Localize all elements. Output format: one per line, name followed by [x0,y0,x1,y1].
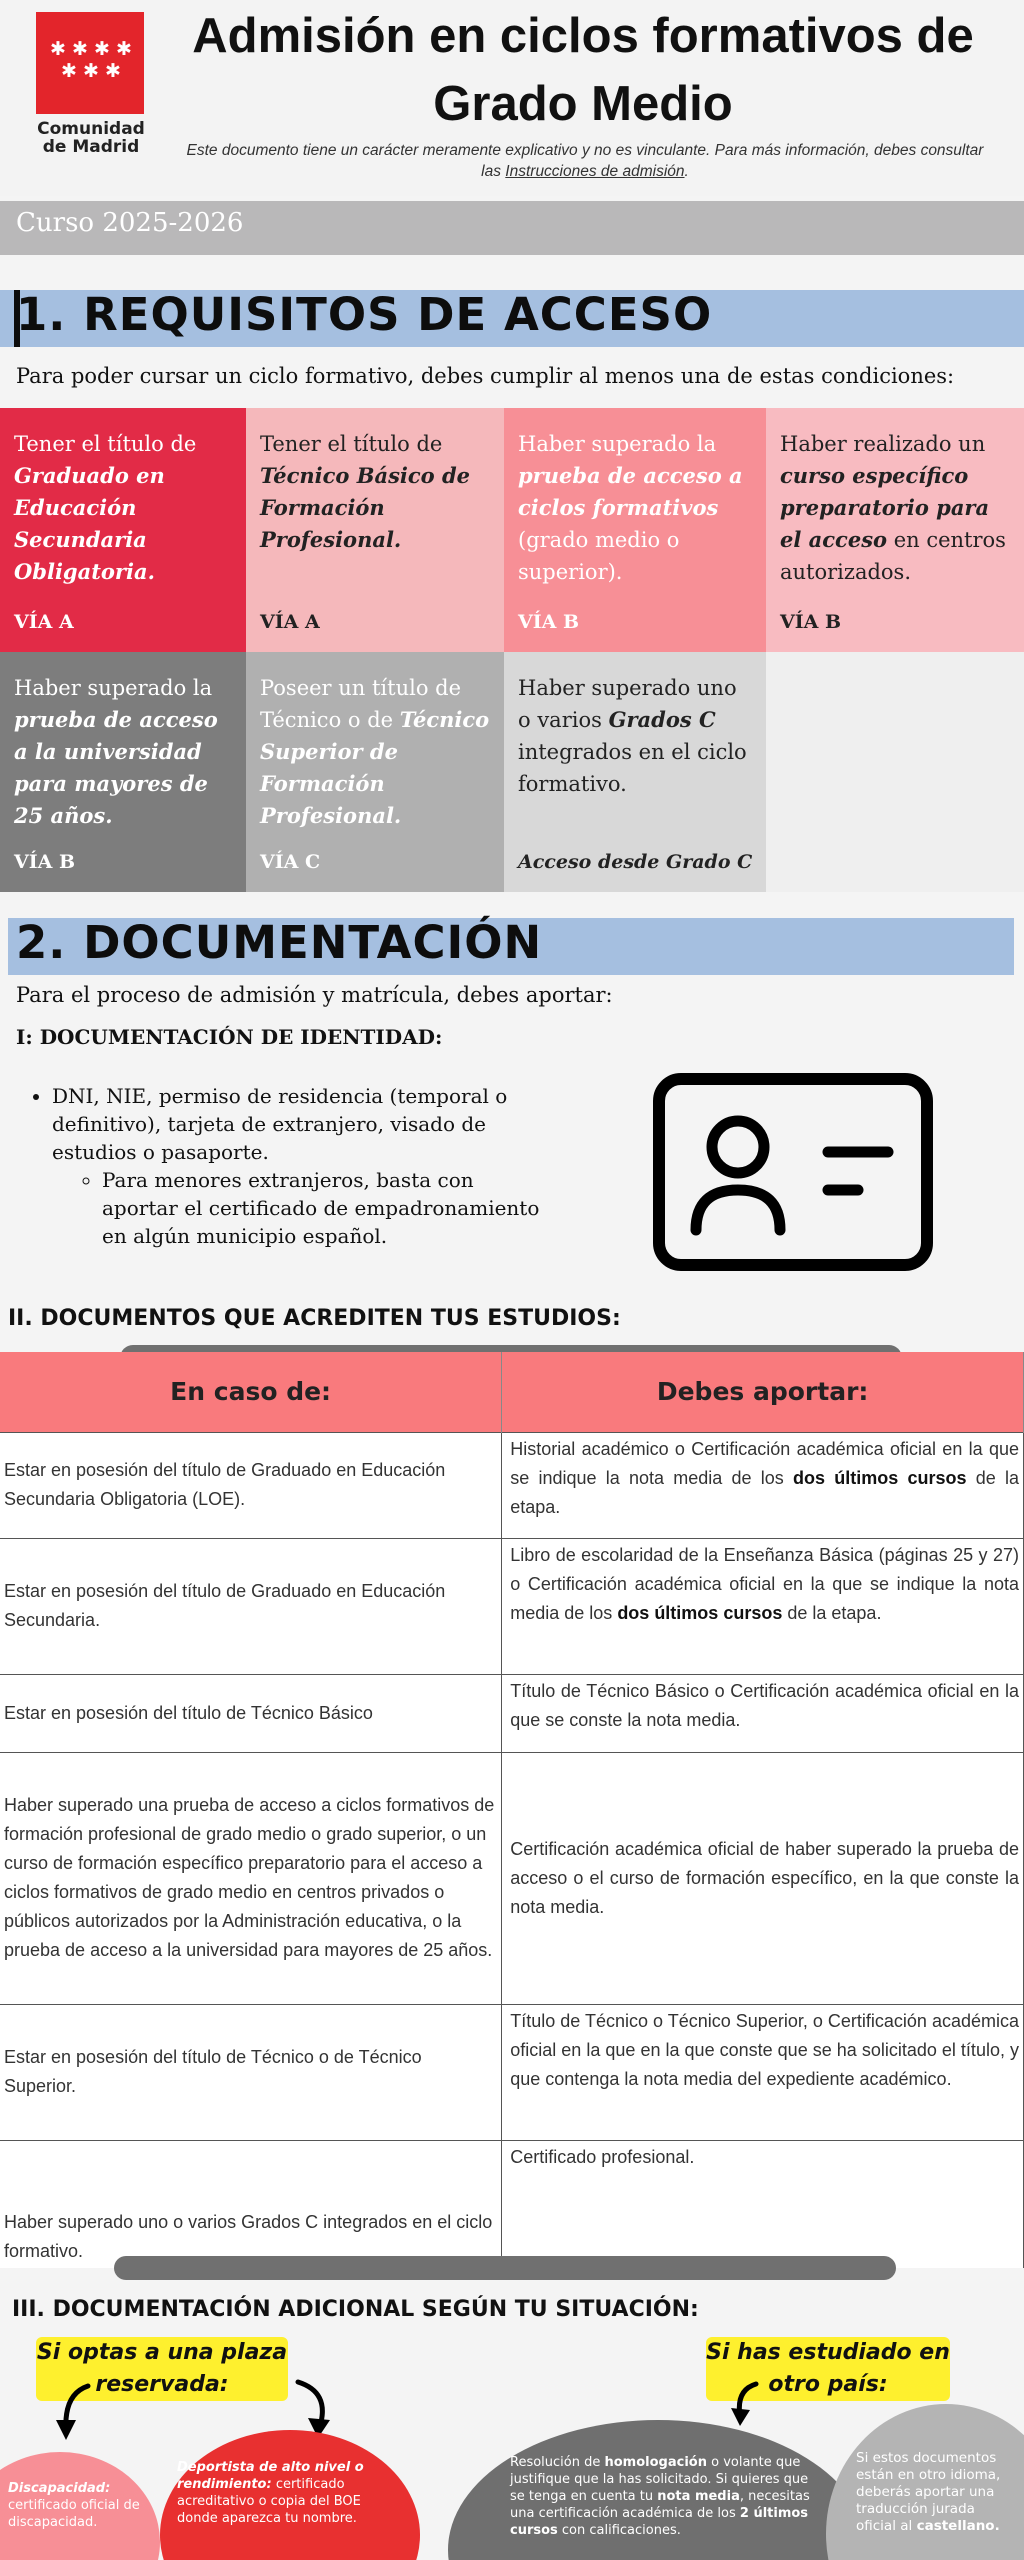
table-row [0,1538,1024,1674]
provide-cell: Título de Técnico o Técnico Superior, o Certificación académica oficial en la que en la que conste que se ha solicitado el título, y que contenga la nota media del expediente académico. [502,2004,1024,2140]
logo-text: Comunidad de Madrid [37,119,145,157]
course-label: Curso 2025-2026 [16,208,244,238]
case-cell: Estar en posesión del título de Graduado en Educación Secundaria. [0,1538,502,1674]
admission-instructions-link[interactable]: Instrucciones de admisión [505,163,685,180]
provide-cell: Libro de escolaridad de la Enseñanza Básica (páginas 25 y 27) o Certificación académica oficial en la que se indique la nota media de los dos últimos cursos de la etapa. [502,1538,1024,1674]
provide-cell: Título de Técnico Básico o Certificación académica oficial en la que se conste la nota media. [502,1674,1024,1752]
column-header-case: En caso de: [0,1352,502,1432]
list-item: • DNI, NIE, permiso de residencia (temporal o definitivo), tarjeta de extranjero, visado de estudios o pasaporte. ◦ Para menores extranjeros, basta con aportar el certificado de empadronamiento en algún municipio español. [52,1082,550,1250]
requirements-intro: Para poder cursar un ciclo formativo, debes cumplir al menos una de estas condiciones: [16,364,955,388]
requirement-card [504,408,766,652]
column-header-provide: Debes aportar: [502,1352,1024,1432]
disclaimer [180,140,990,182]
requirement-text: Tener el título de Técnico Básico de Formación Profesional. [260,432,471,552]
case-cell: Haber superado una prueba de acceso a ciclos formativos de formación profesional de grado medio o grado superior, o un curso de formación específico preparatorio para el acceso a ciclos formativos de grado medio en centros privados o públicos autorizados por la Administración educativa, o la prueba de acceso a la universidad para mayores de 25 años. [0,1752,502,2004]
disclaimer-text: Este documento tiene un carácter meramente explicativo y no es vinculante. Para más información, debes consultar las [186,142,984,180]
requirement-card [504,652,766,892]
arrow-icon [56,2420,76,2440]
id-card-icon [652,1072,934,1272]
star-icon: ✱ [72,38,88,60]
table-row [0,1432,1024,1538]
requirement-card [0,408,246,652]
madrid-logo-flag [36,12,144,114]
language-text: Si estos documentos están en otro idioma, deberás aportar una traducción jurada oficial al castellano. [856,2450,1001,2534]
provide-cell: Historial académico o Certificación académica oficial en la que se indique la nota media de los dos últimos cursos de la etapa. [502,1432,1024,1538]
requirement-card [766,408,1024,652]
access-route-label: VÍA B [780,611,842,633]
access-route-label: VÍA A [14,611,74,633]
abroad-tag: Si has estudiado en otro país: [706,2337,950,2401]
star-icon: ✱ [50,38,66,60]
requirements-title: 1. REQUISITOS DE ACCESO [16,288,713,341]
extra-heading: III. DOCUMENTACIÓN ADICIONAL SEGÚN TU SITUACIÓN: [12,2297,699,2322]
access-route-label: Acceso desde Grado C [518,851,753,873]
case-cell: Estar en posesión del título de Técnico Básico [0,1674,502,1752]
star-icon: ✱ [116,38,132,60]
table-row [0,2140,1024,2268]
page-title: Admisión en ciclos formativos de Grado Medio [192,9,974,131]
requirement-text: Haber realizado un curso específico preparatorio para el acceso en centros autorizados. [780,432,1006,584]
provide-cell: Certificado profesional. [502,2140,1024,2268]
requirement-card [246,408,504,652]
case-cell: Estar en posesión del título de Técnico o de Técnico Superior. [0,2004,502,2140]
reserved-place-tag: Si optas a una plaza reservada: [36,2337,288,2401]
case-cell: Estar en posesión del título de Graduado en Educación Secundaria Obligatoria (LOE). [0,1432,502,1538]
star-icon: ✱ [61,60,77,82]
provide-cell: Certificación académica oficial de haber superado la prueba de acceso o el curso de formación específico, en la que conste la nota media. [502,1752,1024,2004]
requirement-card [246,652,504,892]
requirement-text: Poseer un título de Técnico o de Técnico Superior de Formación Profesional. [260,676,490,828]
studies-heading: II. DOCUMENTOS QUE ACREDITEN TUS ESTUDIOS: [8,1306,621,1331]
star-icon: ✱ [83,60,99,82]
access-route-label: VÍA C [260,851,321,873]
table-row [0,1674,1024,1752]
table-header-row [0,1352,1024,1432]
case-cell: Haber superado uno o varios Grados C integrados en el ciclo formativo. [0,2140,502,2268]
identity-list [30,1082,550,1250]
decorative-bar [114,2256,896,2280]
identity-heading: I: DOCUMENTACIÓN DE IDENTIDAD: [16,1025,443,1049]
requirement-card [0,652,246,892]
star-icon: ✱ [105,60,121,82]
athlete-text: Deportista de alto nivel o rendimiento: certificado acreditativo o copia del BOE donde aparezca tu nombre. [177,2460,364,2526]
table-row [0,1752,1024,2004]
disability-text: Discapacidad: certificado oficial de discapacidad. [8,2481,140,2530]
studies-table [0,1352,1024,2268]
requirement-text: Haber superado uno o varios Grados C integrados en el ciclo formativo. [518,676,747,796]
disclaimer-end: . [684,163,689,180]
table-row [0,2004,1024,2140]
requirement-text: Haber superado la prueba de acceso a la universidad para mayores de 25 años. [14,676,218,828]
list-subitem: ◦ Para menores extranjeros, basta con aportar el certificado de empadronamiento en algún municipio español. [102,1166,550,1250]
homologation-text: Resolución de homologación o volante que justifique que la has solicitado. Si quieres que se tenga en cuenta tu nota media, necesitas una certificación académica de los 2 últimos cursos con calificaciones. [510,2455,810,2538]
access-route-label: VÍA B [14,851,76,873]
documentation-title: 2. DOCUMENTACIÓN [16,916,543,969]
requirement-text: Tener el título de Graduado en Educación Secundaria Obligatoria. [14,432,197,584]
access-route-label: VÍA A [260,611,320,633]
documentation-intro: Para el proceso de admisión y matrícula, debes aportar: [16,983,613,1007]
access-route-label: VÍA B [518,611,580,633]
star-icon: ✱ [94,38,110,60]
requirement-text: Haber superado la prueba de acceso a ciclos formativos (grado medio o superior). [518,432,743,584]
empty-cell [766,652,1024,892]
arrow-icon [726,2378,766,2430]
